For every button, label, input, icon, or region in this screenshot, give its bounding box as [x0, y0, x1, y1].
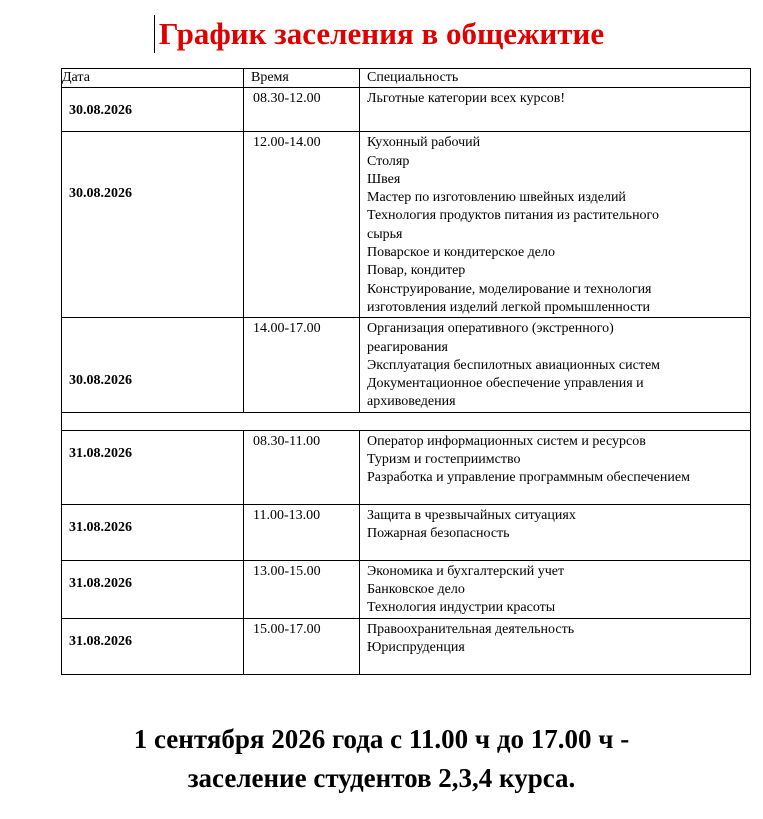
row-date: 31.08.2026	[62, 430, 244, 504]
note-line-2: заселение студентов 2,3,4 курса.	[187, 763, 576, 793]
header-time: Время	[244, 69, 360, 88]
table-row	[62, 430, 751, 504]
specialty-item: Кухонный рабочий	[367, 135, 481, 151]
table-row	[62, 504, 751, 560]
specialty-item: Туризм и гостеприимство	[367, 452, 521, 468]
row-date: 31.08.2026	[62, 560, 244, 618]
specialty-item: Технология продуктов питания из растительного	[367, 208, 659, 224]
specialty-item: Эксплуатация беспилотных авиационных систем	[367, 357, 661, 373]
table-row	[62, 618, 751, 674]
row-specialties	[360, 318, 751, 412]
row-specialties	[360, 430, 751, 504]
specialty-item: Организация оперативного (экстренного)	[367, 321, 614, 337]
spacer-cell	[62, 412, 751, 430]
row-date: 30.08.2026	[62, 88, 244, 132]
row-time: 13.00-15.00	[244, 560, 360, 618]
row-time: 14.00-17.00	[244, 318, 360, 412]
specialty-item: Технология индустрии красоты	[367, 600, 556, 616]
row-time: 12.00-14.00	[244, 132, 360, 318]
specialty-item: Повар, кондитер	[367, 263, 466, 279]
specialty-item: Конструирование, моделирование и технология	[367, 281, 652, 297]
table-header-row	[62, 69, 751, 88]
specialty-item: изготовления изделий легкой промышленности	[367, 299, 650, 315]
table-row	[62, 560, 751, 618]
specialty-item: Швея	[367, 171, 401, 187]
specialty-item: Юриспруденция	[367, 639, 465, 655]
specialty-item: архивоведения	[367, 394, 456, 410]
specialty-item: Мастер по изготовлению швейных изделий	[367, 190, 626, 206]
row-specialties	[360, 618, 751, 674]
specialty-item: Банковское дело	[367, 582, 465, 598]
specialty-item: Оператор информационных систем и ресурсов	[367, 433, 646, 449]
row-date: 31.08.2026	[62, 618, 244, 674]
row-specialties	[360, 504, 751, 560]
row-date: 31.08.2026	[62, 504, 244, 560]
spacer-row	[62, 412, 751, 430]
page-title: График заселения в общежитие	[158, 16, 605, 51]
schedule-table	[61, 68, 751, 675]
specialty-item: Разработка и управление программным обеспечением	[367, 470, 690, 486]
row-specialties	[360, 560, 751, 618]
header-specialty: Специальность	[360, 69, 751, 88]
header-date: Дата	[62, 69, 244, 88]
specialty-item: Пожарная безопасность	[367, 526, 510, 542]
specialty-item: реагирования	[367, 339, 448, 355]
row-time: 15.00-17.00	[244, 618, 360, 674]
specialty-item: Документационное обеспечение управления и	[367, 376, 644, 392]
row-date: 30.08.2026	[62, 132, 244, 318]
row-specialties	[360, 88, 751, 132]
row-time: 08.30-12.00	[244, 88, 360, 132]
specialty-item: Правоохранительная деятельность	[367, 621, 575, 637]
row-time: 11.00-13.00	[244, 504, 360, 560]
specialty-item: Поварское и кондитерское дело	[367, 245, 555, 261]
specialty-item: Защита в чрезвычайных ситуациях	[367, 507, 576, 523]
table-row	[62, 132, 751, 318]
specialty-item: Столяр	[367, 153, 410, 169]
row-time: 08.30-11.00	[244, 430, 360, 504]
table-row	[62, 318, 751, 412]
specialty-item: Льготные категории всех курсов!	[367, 91, 566, 107]
note-line-1: 1 сентября 2026 года с 11.00 ч до 17.00 ч -	[133, 724, 630, 754]
specialty-item: сырья	[367, 226, 403, 242]
row-date: 30.08.2026	[62, 318, 244, 412]
table-row	[62, 88, 751, 132]
row-specialties	[360, 132, 751, 318]
specialty-item: Экономика и бухгалтерский учет	[367, 563, 565, 579]
